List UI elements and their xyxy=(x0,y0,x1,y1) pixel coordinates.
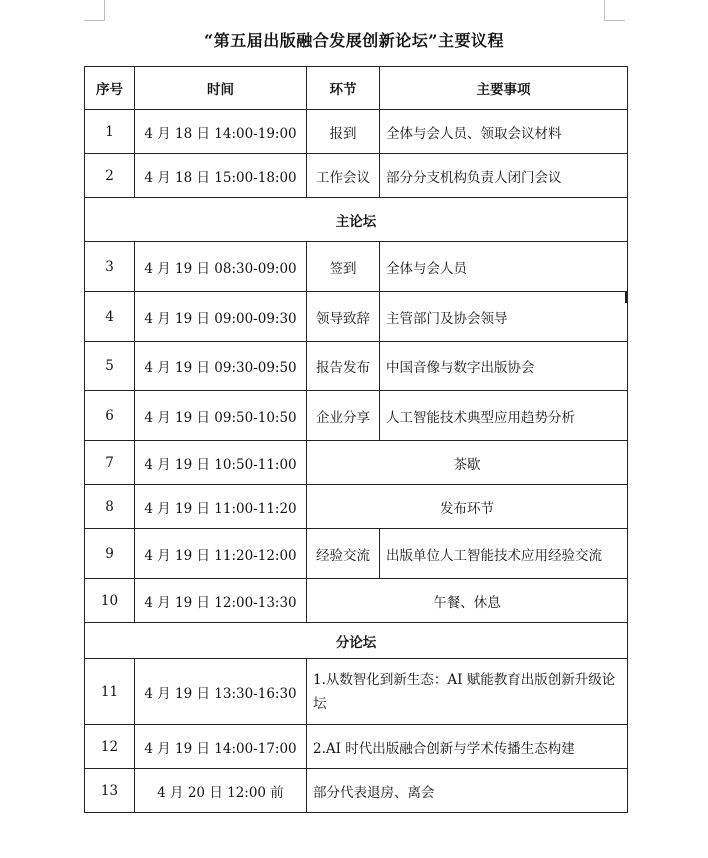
cell-time: 4 月 19 日 09:00-09:30 xyxy=(135,292,307,342)
cell-no: 8 xyxy=(85,485,135,529)
cell-time: 4 月 19 日 09:30-09:50 xyxy=(135,342,307,391)
cell-no: 5 xyxy=(85,342,135,391)
header-section: 环节 xyxy=(307,67,380,110)
cell-time: 4 月 19 日 14:00-17:00 xyxy=(135,725,307,769)
cell-time: 4 月 19 日 09:50-10:50 xyxy=(135,391,307,441)
table-row xyxy=(85,529,628,579)
cell-no: 7 xyxy=(85,441,135,485)
section-row-sub-forum xyxy=(85,623,628,659)
table-row xyxy=(85,579,628,623)
crop-mark-top-left xyxy=(84,0,105,21)
cell-time: 4 月 18 日 14:00-19:00 xyxy=(135,110,307,154)
cell-no: 11 xyxy=(85,659,135,725)
cell-item: 全体与会人员 xyxy=(380,242,628,292)
cell-time: 4 月 19 日 12:00-13:30 xyxy=(135,579,307,623)
table-row xyxy=(85,342,628,391)
cell-no: 2 xyxy=(85,154,135,198)
cell-section: 报告发布 xyxy=(307,342,380,391)
cell-no: 3 xyxy=(85,242,135,292)
table-row xyxy=(85,485,628,529)
cell-item: 人工智能技术典型应用趋势分析 xyxy=(380,391,628,441)
cell-merged: 发布环节 xyxy=(307,485,628,529)
cell-item: 全体与会人员、领取会议材料 xyxy=(380,110,628,154)
cell-item: 出版单位人工智能技术应用经验交流 xyxy=(380,529,628,579)
table-row xyxy=(85,154,628,198)
cell-no: 12 xyxy=(85,725,135,769)
cell-time: 4 月 19 日 11:00-11:20 xyxy=(135,485,307,529)
header-item: 主要事项 xyxy=(380,67,628,110)
table-row xyxy=(85,725,628,769)
section-row-main-forum xyxy=(85,198,628,242)
table-row xyxy=(85,659,628,725)
cell-section: 企业分享 xyxy=(307,391,380,441)
crop-mark-top-right xyxy=(604,0,625,21)
cell-no: 13 xyxy=(85,769,135,813)
table-row xyxy=(85,292,628,342)
table-row xyxy=(85,242,628,292)
cell-no: 4 xyxy=(85,292,135,342)
section-title: 主论坛 xyxy=(85,198,628,242)
agenda-table xyxy=(84,66,628,813)
section-title: 分论坛 xyxy=(85,623,628,659)
cell-section: 签到 xyxy=(307,242,380,292)
cell-no: 9 xyxy=(85,529,135,579)
header-no: 序号 xyxy=(85,67,135,110)
document-title: “第五届出版融合发展创新论坛”主要议程 xyxy=(204,31,504,50)
text-cursor xyxy=(625,291,627,303)
table-row xyxy=(85,769,628,813)
cell-time: 4 月 19 日 11:20-12:00 xyxy=(135,529,307,579)
cell-section: 工作会议 xyxy=(307,154,380,198)
cell-section: 报到 xyxy=(307,110,380,154)
header-time: 时间 xyxy=(135,67,307,110)
cell-section: 领导致辞 xyxy=(307,292,380,342)
cell-no: 6 xyxy=(85,391,135,441)
cell-no: 1 xyxy=(85,110,135,154)
cell-merged: 茶歇 xyxy=(307,441,628,485)
cell-item: 部分分支机构负责人闭门会议 xyxy=(380,154,628,198)
cell-merged-left: 2.AI 时代出版融合创新与学术传播生态构建 xyxy=(307,725,628,769)
table-row xyxy=(85,441,628,485)
cell-section: 经验交流 xyxy=(307,529,380,579)
table-row xyxy=(85,110,628,154)
table-header-row xyxy=(85,67,628,110)
cell-time: 4 月 19 日 13:30-16:30 xyxy=(135,659,307,725)
cell-time: 4 月 19 日 08:30-09:00 xyxy=(135,242,307,292)
cell-no: 10 xyxy=(85,579,135,623)
cell-merged: 午餐、休息 xyxy=(307,579,628,623)
cell-item: 中国音像与数字出版协会 xyxy=(380,342,628,391)
cell-time: 4 月 19 日 10:50-11:00 xyxy=(135,441,307,485)
cell-item: 主管部门及协会领导 xyxy=(380,292,628,342)
cell-merged-left: 部分代表退房、离会 xyxy=(307,769,628,813)
cell-time: 4 月 18 日 15:00-18:00 xyxy=(135,154,307,198)
cell-time: 4 月 20 日 12:00 前 xyxy=(135,769,307,813)
cell-merged-left: 1.从数智化到新生态：AI 赋能教育出版创新升级论坛 xyxy=(307,659,628,725)
table-row xyxy=(85,391,628,441)
